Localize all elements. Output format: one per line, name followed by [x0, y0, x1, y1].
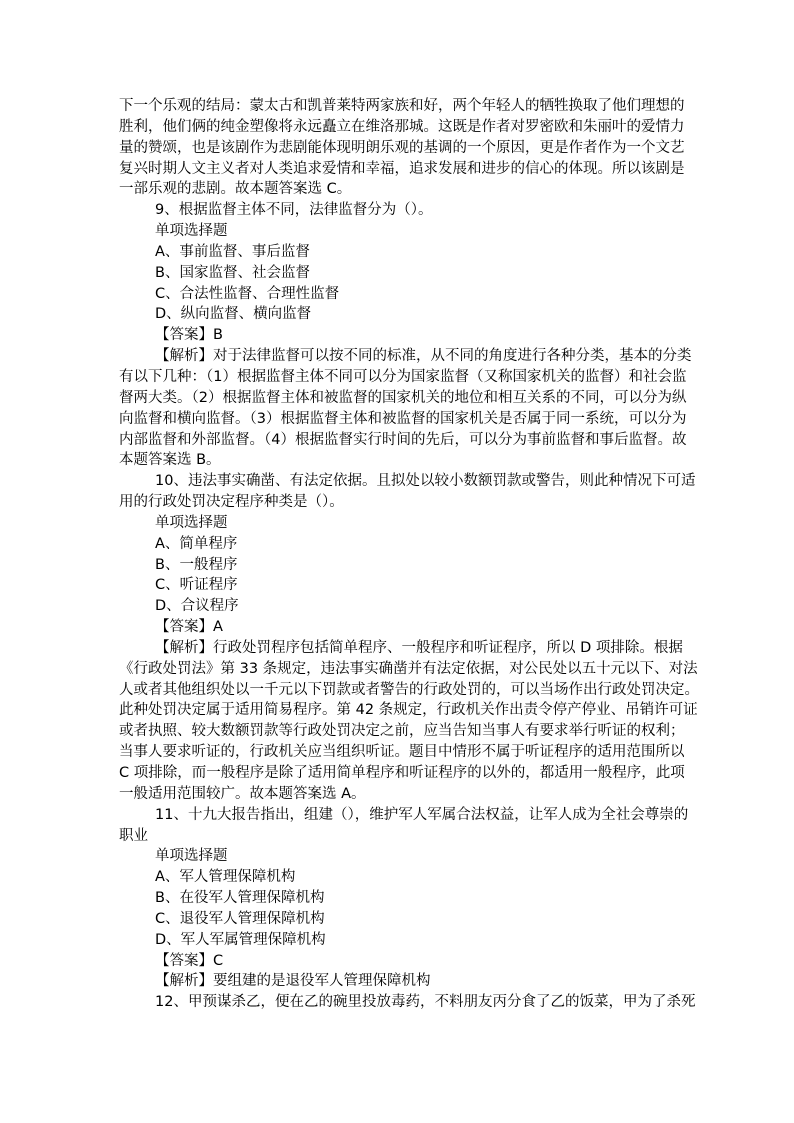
analysis-line [119, 638, 683, 659]
question-stem: 9、根据监督主体不同，法律监督分为（）。 [155, 202, 433, 219]
document-body [119, 96, 699, 1013]
analysis-text: 内部监督和外部监督。（4）根据监督实行时间的先后，可以分为事前监督和事后监督。故 [119, 431, 687, 448]
question-stem: 职业 [119, 827, 148, 844]
analysis-text: 本题答案选 B。 [119, 452, 221, 469]
analysis-text: 行政处罚程序包括简单程序、一般程序和听证程序，所以 D 项排除。根据 [213, 639, 683, 656]
analysis-text: 人或者其他组织处以一千元以下罚款或者警告的行政处罚的，可以当场作出行政处罚决定。 [119, 681, 699, 698]
analysis-text: 对于法律监督可以按不同的标准，从不同的角度进行各种分类，基本的分类 [213, 348, 692, 365]
text-line: 量的赞颂，也是该剧作为悲剧能体现明朗乐观的基调的一个原因，更是作者作为一个文艺 [119, 139, 685, 156]
analysis-text: 督两大类。（2）根据监督主体和被监督的国家机关的地位和相互关系的不同，可以分为纵 [119, 389, 687, 406]
analysis-text: 有以下几种：（1）根据监督主体不同可以分为国家监督（又称国家机关的监督）和社会监 [119, 368, 687, 385]
analysis-line [119, 346, 692, 367]
text-line: 复兴时期人文主义者对人类追求爱情和幸福，追求发展和进步的信心的体现。所以该剧是 [119, 160, 685, 177]
option-c: C、退役军人管理保障机构 [155, 910, 325, 927]
answer-value: A [213, 619, 223, 636]
text-line: 一部乐观的悲剧。故本题答案选 C。 [119, 181, 352, 198]
analysis-label: 【解析】 [155, 348, 213, 365]
answer-line [119, 325, 679, 346]
text-line: 胜利，他们俩的纯金塑像将永远矗立在维洛那城。这既是作者对罗密欧和朱丽叶的爱情力 [119, 118, 685, 135]
intro-paragraph [119, 96, 685, 200]
question-stem: 12、甲预谋杀乙，便在乙的碗里投放毒药，不料朋友丙分食了乙的饭菜，甲为了杀死 [155, 994, 696, 1011]
option-a: A、军人管理保障机构 [155, 869, 296, 886]
analysis-label: 【解析】 [155, 973, 213, 990]
question-type: 单项选择题 [155, 848, 228, 865]
question-stem: 用的行政处罚决定程序种类是（）。 [119, 494, 344, 511]
answer-line [119, 617, 679, 638]
question-stem: 10、违法事实确凿、有法定依据。且拟处以较小数额罚款或警告，则此种情况下可适 [155, 473, 696, 490]
analysis-text: 要组建的是退役军人管理保障机构 [213, 973, 431, 990]
text-line: 下一个乐观的结局：蒙太古和凯普莱特两家族和好，两个年轻人的牺牲换取了他们理想的 [119, 98, 685, 114]
analysis-text: 一般适用范围较广。故本题答案选 A。 [119, 785, 366, 802]
option-a: A、事前监督、事后监督 [155, 243, 310, 260]
analysis-text: 此种处罚决定属于适用简易程序。第 42 条规定，行政机关作出责令停产停业、吊销许可证 [119, 702, 698, 719]
answer-label: 【答案】 [155, 619, 213, 636]
question-type: 单项选择题 [155, 514, 228, 531]
option-b: B、在役军人管理保障机构 [155, 890, 325, 907]
option-b: B、国家监督、社会监督 [155, 264, 310, 281]
question-11 [119, 805, 689, 993]
option-c: C、听证程序 [155, 577, 238, 594]
answer-label: 【答案】 [155, 952, 213, 969]
option-d: D、纵向监督、横向监督 [155, 306, 312, 323]
question-stem: 11、十九大报告指出，组建（），维护军人军属合法权益，让军人成为全社会尊崇的 [155, 806, 689, 823]
option-d: D、合议程序 [155, 598, 239, 615]
answer-value: C [213, 952, 224, 969]
answer-line [119, 951, 679, 972]
analysis-text: 向监督和横向监督。（3）根据监督主体和被监督的国家机关是否属于同一系统，可以分为 [119, 410, 687, 427]
analysis-label: 【解析】 [155, 639, 213, 656]
question-type: 单项选择题 [155, 223, 228, 240]
question-9 [119, 200, 692, 471]
analysis-text: 或者执照、较大数额罚款等行政处罚决定之前，应当告知当事人有要求举行听证的权利； [119, 723, 685, 740]
analysis-line [119, 971, 679, 992]
analysis-text: 当事人要求听证的，行政机关应当组织听证。题目中情形不属于听证程序的适用范围所以 [119, 744, 685, 761]
answer-label: 【答案】 [155, 327, 213, 344]
question-12 [119, 992, 696, 1013]
answer-value: B [213, 327, 223, 344]
option-c: C、合法性监督、合理性监督 [155, 285, 340, 302]
analysis-text: C 项排除，而一般程序是除了适用简单程序和听证程序的以外的，都适用一般程序，此项 [119, 765, 685, 781]
option-b: B、一般程序 [155, 556, 238, 573]
analysis-text: 《行政处罚法》第 33 条规定，违法事实确凿并有法定依据，对公民处以五十元以下、对法 [119, 660, 698, 677]
option-a: A、简单程序 [155, 535, 238, 552]
question-10 [119, 471, 699, 805]
option-d: D、军人军属管理保障机构 [155, 931, 326, 948]
